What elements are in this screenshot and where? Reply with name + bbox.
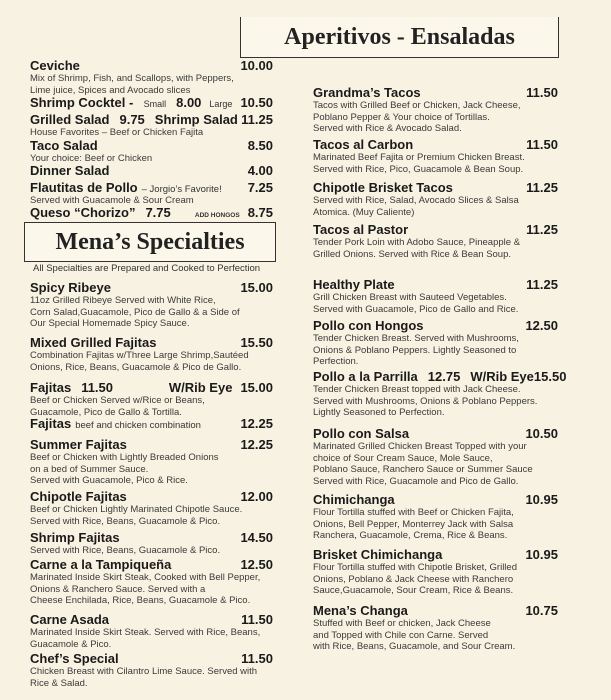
item-description: Beef or Chicken Lightly Marinated Chipotle Sauce.: [30, 504, 243, 515]
item-price: 10.95: [525, 492, 558, 507]
item-description: Your choice: Beef or Chicken: [30, 153, 153, 164]
item-description: Onions & Ranchero Sauce. Served with a: [30, 583, 206, 595]
item-description: Atomica. (Muy Caliente): [313, 206, 415, 218]
item-description: Served with Rice, Pico, Guacamole & Bean Soup.: [313, 163, 524, 175]
menu-item-header: [30, 180, 273, 195]
item-price: 11.50: [241, 651, 273, 666]
menu-item: [313, 603, 558, 653]
item-price: 11.25: [526, 222, 558, 237]
item-name: Shrimp Fajitas: [30, 530, 120, 545]
menas-specialties-heading: Mena’s Specialties: [24, 222, 276, 262]
menu-item: [30, 612, 273, 650]
item-price: 12.50: [240, 557, 273, 572]
item-price: 10.00: [240, 58, 273, 73]
menu-item-header: [313, 277, 558, 292]
menu-item-header: [313, 180, 558, 195]
item-description: Poblano Pepper & Your choice of Tortillas.: [313, 111, 490, 123]
item-description: Combination Fajitas w/Three Large Shrimp,Sautéed: [30, 350, 249, 361]
item-price: 10.50: [525, 426, 558, 441]
item-price: 11.25: [526, 277, 558, 292]
menu-item-header: [30, 280, 273, 295]
item-price: 12.50: [525, 318, 558, 333]
item-name: Taco Salad: [30, 138, 98, 153]
item-name: Shrimp Cocktel -: [30, 95, 134, 110]
item-option: 7.75: [145, 205, 171, 220]
menu-item-header: [30, 138, 273, 153]
item-option: 9.75: [119, 112, 145, 127]
menu-item-header: [313, 85, 558, 100]
item-description: Chicken Breast with Cilantro Lime Sauce. Served with: [30, 666, 258, 677]
menu-item-header: [30, 612, 273, 627]
item-name: Grilled Salad: [30, 112, 110, 127]
item-price: 10.50: [240, 95, 273, 110]
item-name: Carne Asada: [30, 612, 109, 627]
menu-item: [30, 138, 273, 165]
menu-item: [313, 85, 558, 135]
item-description: Our Special Homemade Spicy Sauce.: [30, 318, 190, 329]
item-price: 12.25: [240, 437, 273, 452]
item-name: Grandma’s Tacos: [313, 85, 421, 100]
item-description: Marinated Beef Fajita or Premium Chicken Breast.: [313, 152, 525, 163]
item-price: 8.75: [247, 205, 273, 220]
item-option: Small: [143, 99, 167, 109]
menu-item-header: [30, 58, 273, 73]
menu-item: [30, 180, 273, 207]
item-name: Flautitas de Pollo: [30, 180, 138, 195]
item-name: Pollo con Salsa: [313, 426, 410, 441]
menu-item-header: [313, 603, 558, 618]
item-description: Beef or Chicken with Lightly Breaded Onions: [30, 452, 219, 463]
menu-item: [30, 280, 273, 330]
item-price: 11.25: [526, 180, 558, 195]
item-price: 11.50: [526, 137, 558, 152]
item-description: Tacos with Grilled Beef or Chicken, Jack Cheese,: [313, 100, 521, 111]
item-description: 11oz Grilled Ribeye Served with White Rice,: [30, 295, 216, 306]
item-description: Mix of Shrimp, Fish, and Scallops, with Peppers,: [30, 73, 234, 84]
menu-item: [30, 651, 273, 689]
item-name: Pollo a la Parrilla: [313, 369, 418, 384]
menu-item: [313, 318, 558, 368]
item-description: Grilled Onions. Served with Rice & Bean Soup.: [313, 248, 512, 260]
menu-item-header: [30, 530, 273, 545]
menu-item-header: [313, 222, 558, 237]
item-price: 11.25: [241, 112, 273, 127]
item-description: choice of Sour Cream Sauce, Mole Sauce,: [313, 452, 493, 464]
menu-item-header: [30, 416, 273, 431]
item-description: Served with Rice, Beans, Guacamole & Pico.: [30, 515, 221, 527]
item-description: Served with Guacamole, Pico de Gallo and Rice.: [313, 303, 519, 315]
item-description: Flour Tortilla stuffed with Chipotle Brisket, Grilled: [313, 562, 517, 573]
item-description: and Topped with Chile con Carne. Served: [313, 629, 489, 641]
menu-item-header: [313, 426, 558, 441]
item-price: 15.00: [240, 280, 273, 295]
item-description: Served with Rice, Salad, Avocado Slices & Salsa: [313, 195, 519, 206]
menu-item: [30, 437, 273, 487]
item-description: Guacamole, Pico de Gallo & Tortilla.: [30, 406, 182, 418]
item-name: Spicy Ribeye: [30, 280, 111, 295]
menu-item-header: [30, 380, 273, 395]
item-name: Healthy Plate: [313, 277, 395, 292]
item-description: Ranchera, Guacamole, Crema, Rice & Beans.: [313, 530, 508, 541]
item-name: Carne a la Tampiqueña: [30, 557, 172, 572]
aperitivos-ensaladas-heading: Aperitivos - Ensaladas: [240, 17, 559, 58]
item-name: Chef’s Special: [30, 651, 119, 666]
item-price: 4.00: [247, 163, 273, 178]
item-price: 12.25: [240, 416, 273, 431]
menu-item-header: [313, 547, 558, 562]
menu-item: [30, 112, 273, 139]
menu-item: [30, 95, 273, 110]
menu-item: [30, 530, 273, 557]
menu-item: [313, 547, 558, 597]
item-name: Mena’s Changa: [313, 603, 408, 618]
item-price: 11.50: [241, 612, 273, 627]
item-name: Tacos al Carbon: [313, 137, 414, 152]
menu-item: [30, 380, 273, 418]
item-description: with Rice, Beans, Guacamole, and Sour Cream.: [313, 641, 516, 652]
item-description: Marinated Grilled Chicken Breast Topped with your: [313, 441, 527, 452]
item-option: W/Rib Eye: [168, 380, 233, 395]
menu-item: [313, 137, 558, 175]
item-name: Tacos al Pastor: [313, 222, 409, 237]
item-option: Large: [209, 99, 233, 109]
item-name: Chipotle Fajitas: [30, 489, 127, 504]
item-option: 12.75: [427, 369, 461, 384]
menu-item: [30, 489, 273, 527]
menu-item-header: [30, 651, 273, 666]
item-description: House Favorites – Beef or Chicken Fajita: [30, 127, 204, 138]
item-name: Chimichanga: [313, 492, 395, 507]
menu-item-header: [313, 492, 558, 507]
item-name: Chipotle Brisket Tacos: [313, 180, 453, 195]
menu-item-header: [313, 369, 567, 384]
menu-item-header: [30, 437, 273, 452]
item-option: ADD HONGOS: [194, 212, 240, 219]
item-name: Pollo con Hongos: [313, 318, 424, 333]
item-option: 11.50: [81, 380, 114, 395]
item-description: Onions, Poblano & Jack Cheese with Ranchero: [313, 573, 514, 585]
item-description: Beef or Chicken Served w/Rice or Beans,: [30, 395, 205, 406]
item-option: Shrimp Salad: [154, 112, 238, 127]
menu-item-header: [30, 557, 273, 572]
item-name: Mixed Grilled Fajitas: [30, 335, 157, 350]
item-name: Ceviche: [30, 58, 80, 73]
item-description: Sauce,Guacamole, Sour Cream, Rice & Beans.: [313, 585, 514, 596]
item-name: Brisket Chimichanga: [313, 547, 443, 562]
item-description: Served with Rice, Beans, Guacamole & Pico.: [30, 545, 221, 556]
item-description: Marinated Inside Skirt Steak, Cooked with Bell Pepper,: [30, 572, 261, 583]
item-option: 8.00: [176, 95, 202, 110]
item-name: Summer Fajitas: [30, 437, 127, 452]
menu-item: [30, 205, 273, 220]
item-option: W/Rib Eye: [470, 369, 534, 384]
item-option: beef and chicken combination: [75, 420, 201, 431]
item-price: 8.50: [247, 138, 273, 153]
item-description: Stuffed with Beef or chicken, Jack Cheese: [313, 618, 491, 629]
item-description: Served with Rice, Guacamole and Pico de Gallo.: [313, 475, 519, 487]
item-price: 7.25: [247, 180, 273, 195]
item-description: Lime juice, Spices and Avocado slices: [30, 84, 191, 96]
item-description: Grill Chicken Breast with Sauteed Vegetables.: [313, 292, 507, 303]
menu-item-header: [30, 205, 273, 220]
item-description: Poblano Sauce, Ranchero Sauce or Summer Sauce: [313, 464, 533, 475]
menu-item-header: [30, 112, 273, 127]
item-description: Rice & Salad.: [30, 677, 88, 689]
item-description: Tender Chicken Breast. Served with Mushrooms,: [313, 333, 519, 344]
menu-item: [30, 335, 273, 373]
item-name: Fajitas: [30, 380, 72, 395]
item-description: Marinated Inside Skirt Steak. Served with Rice, Beans,: [30, 627, 261, 638]
menu-item-header: [313, 137, 558, 152]
item-description: Onions & Poblano Peppers. Lightly Seasoned to: [313, 344, 517, 356]
menu-item: [30, 58, 273, 96]
menu-item-header: [30, 335, 273, 350]
item-description: Served with Guacamole & Sour Cream: [30, 195, 194, 206]
item-description: Lightly Seasoned to Perfection.: [313, 407, 445, 418]
item-description: Flour Tortilla stuffed with Beef or Chicken Fajita,: [313, 507, 514, 518]
menu-item-header: [313, 318, 558, 333]
menu-item-header: [30, 95, 273, 110]
item-price: 15.00: [240, 380, 273, 395]
specialties-subtitle: All Specialties are Prepared and Cooked to Perfection: [33, 263, 261, 274]
item-description: Onions, Bell Pepper, Monterrey Jack with Salsa: [313, 518, 514, 530]
menu-item: [313, 369, 567, 419]
item-option: – Jorgio’s Favorite!: [141, 184, 222, 195]
item-description: Tender Pork Loin with Adobo Sauce, Pineapple &: [313, 237, 521, 248]
item-description: Tender Chicken Breast topped with Jack Cheese.: [313, 384, 521, 395]
menu-item: [313, 277, 558, 315]
item-description: Perfection.: [313, 356, 359, 367]
item-description: Cheese Enchilada, Rice, Beans, Guacamole & Pico.: [30, 595, 251, 606]
menu-item: [30, 557, 273, 607]
item-description: on a bed of Summer Sauce.: [30, 463, 149, 475]
item-description: Corn Salad,Guacamole, Pico de Gallo & a Side of: [30, 306, 240, 318]
menu-item: [313, 180, 558, 218]
item-price: 10.75: [525, 603, 558, 618]
menu-item-header: [30, 489, 273, 504]
item-price: 14.50: [240, 530, 273, 545]
item-description: Guacamole & Pico.: [30, 638, 112, 650]
menu-item: [313, 492, 558, 542]
menu-item: [313, 426, 558, 487]
item-price: 12.00: [240, 489, 273, 504]
item-price: 15.50: [533, 369, 567, 384]
item-price: 11.50: [526, 85, 558, 100]
item-description: Served with Rice & Avocado Salad.: [313, 123, 462, 134]
menu-item-header: [30, 163, 273, 178]
item-description: Onions, Rice, Beans, Guacamole & Pico de Gallo.: [30, 361, 242, 373]
item-price: 10.95: [525, 547, 558, 562]
menu-item: [30, 163, 273, 178]
menu-item: [313, 222, 558, 260]
item-name: Queso “Chorizo”: [30, 205, 136, 220]
item-description: Served with Guacamole, Pico & Rice.: [30, 475, 188, 486]
item-price: 15.50: [240, 335, 273, 350]
menu-item: [30, 416, 273, 431]
item-name: Dinner Salad: [30, 163, 110, 178]
item-name: Fajitas: [30, 416, 72, 431]
item-description: Served with Mushrooms, Onions & Poblano Peppers.: [313, 395, 538, 407]
